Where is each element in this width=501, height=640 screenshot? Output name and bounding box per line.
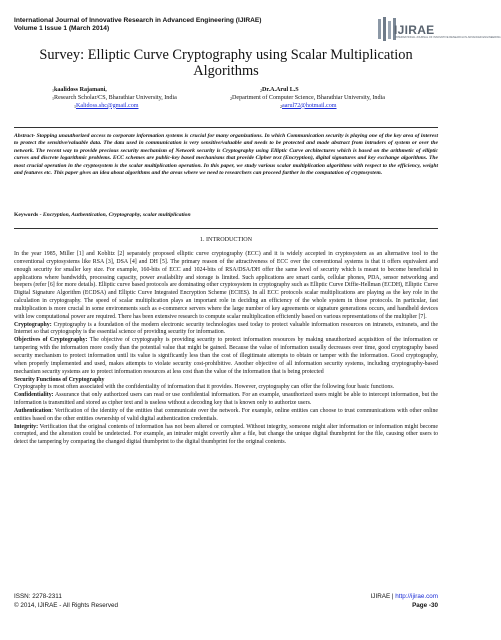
confidentiality-paragraph xyxy=(14,392,438,408)
author-2-name: Dr.A.Arul L.S xyxy=(262,87,299,93)
keywords xyxy=(14,212,438,219)
divider-top xyxy=(14,127,438,128)
authentication-text: : Verification of the identity of the entities that communicate over the network. For example, online entities can choose to trust communications with other online entities based on the other entities ownership of valid digital authentication credentials. xyxy=(14,407,438,422)
journal-header xyxy=(14,17,261,34)
author-1-aff-sup: 1 xyxy=(52,95,54,101)
integrity-paragraph xyxy=(14,424,438,448)
footer-url[interactable]: http://ijirae.com xyxy=(395,593,438,600)
logo-subtitle: INTERNATIONAL JOURNAL OF INNOVATIVE RESEARCH IN ADVANCED ENGINEERING xyxy=(395,36,501,39)
author-1-affiliation: Research Scholar/CS, Bharathiar University, India xyxy=(54,94,177,101)
keywords-label: Keywords - xyxy=(14,212,42,218)
author-2-email-sup: 2 xyxy=(280,103,282,109)
authentication-heading: Authentication xyxy=(14,407,52,414)
security-functions-heading: Security Functions of Cryptography xyxy=(14,376,105,383)
confidentiality-text: Assurance that only authorized users can read or use confidential information. For an example, unauthorized users might be able to intercept information, but the information is transmitted and stored as cipher text and is useless without a decoding key that is known only to authorize users. xyxy=(14,392,438,407)
cryptography-heading: Cryptography: xyxy=(14,321,52,328)
author-1-block xyxy=(52,87,177,110)
author-2-sup: 2 xyxy=(260,88,262,93)
footer-issn: ISSN: 2278-2311 xyxy=(14,593,62,600)
journal-volume: Volume 1 Issue 1 (March 2014) xyxy=(14,25,110,33)
cryptography-text: Cryptography is a foundation of the modern electronic security technologies used today to protect valuable information resources on intranets, extranets, and the Internet so that cryptography is the essential science of providing security for information. xyxy=(14,321,438,336)
divider-bottom xyxy=(14,228,438,229)
footer-journal: IJIRAE | xyxy=(370,593,394,600)
footer-page: Page -30 xyxy=(412,602,438,610)
authentication-paragraph xyxy=(14,408,438,424)
author-1-email[interactable]: Kalidoss.shc@gmail.com xyxy=(76,102,139,109)
journal-name: International Journal of Innovative Research in Advanced Engineering (IJIRAE) xyxy=(14,17,262,24)
author-2-aff-sup: 2 xyxy=(230,95,232,101)
footer-copyright: © 2014, IJIRAE - All Rights Reserved xyxy=(14,602,119,610)
author-2-affiliation: Department of Computer Science, Bharathiar University, India xyxy=(232,94,385,101)
author-2-block xyxy=(230,87,385,110)
journal-logo xyxy=(376,13,501,43)
cryptography-paragraph xyxy=(14,322,438,338)
footer-right xyxy=(371,592,438,611)
integrity-text: Verification that the original contents of information has not been altered or corrupted. Without integrity, someone might alter information or information might become corrupted, and the alteration could be undetected. For example, an intruder might covertly alter a file, but change the unique digital thumbprint for the file, causing other users to detect the tampering by comparing the changed digital thumbprint to the digital thumbprint for the original contents. xyxy=(14,423,438,446)
author-1-email-sup: 1 xyxy=(74,103,76,109)
author-2-email[interactable]: aarul72@hotmail.com xyxy=(282,102,337,109)
integrity-heading: Integrity: xyxy=(14,423,39,430)
confidentiality-heading: Confidentiality: xyxy=(14,392,54,399)
paper-title: Survey: Elliptic Curve Cryptography using Scalar Multiplication Algorithms xyxy=(39,47,413,79)
footer-left xyxy=(14,592,118,611)
objectives-text: The objective of cryptography is providing security to protect information resources by making unauthorized acquisition of the information or tampering with the information more costly than the potential value that might be gained. Because the value of information usually decreases over time, good cryptography based security mechanism to protect information until its value is significantly less than the cost of illegitimate attempts to obtain or tamper with the information. Good cryptography, when properly implemented and used, makes attempts to violate security cost-prohibitive. Another objective of all information security systems, including cryptography-based mechanism security systems are to protect information resources at less cost than the value of the information that is being protected xyxy=(14,337,438,375)
logo-text: IJIRAE xyxy=(394,23,435,37)
section-heading: 1. INTRODUCTION xyxy=(199,237,253,243)
objectives-paragraph xyxy=(14,337,438,376)
intro-paragraph: In the year 1985, Miller [1] and Koblitz [2] separately proposed elliptic curve cryptography (ECC) and it is widely accepted in cryptosystem as an alternative tool to the conventional cryptosystems like RSA [3], DSA [4] and DH [5]. The primary reason of the attractiveness of ECC over the conventional systems is that it offers equivalent and enough security for smaller key size. For example, 160-bits of ECC and 1024-bits of RSA/DSA/DH offer the same level of security which is meant to become beneficial in applications where bandwidth, processing capacity, power availability and storage is limited. Such applications are smart cards, cellular phones, PDA, sensor networking and beepers (refer [6] for more details). Elliptic curve based protocols are dominating other cryptosystem in cryptography such as Elliptic Curve Diffie-Hellman (ECDH), Elliptic Curve Digital Signature Algorithm (ECDSA) and Elliptic Curve Integrated Encryption Scheme (ECIES). In all ECC protocols scalar multiplications are playing as the key role in the calculation in cryptography. The speed of scalar multiplication plays an important role in deciding an efficiency of the whole system in those protocols. In particular, fast multiplication is more crucial in some environments such as e-commerce servers where the large number of key agreements or signature generations occurs, and handheld devices with low computational power are required. There has been extensive research to compute scalar multiplication efficiently based on various representations of the multiplier [7]. xyxy=(14,251,438,320)
body-text xyxy=(14,251,438,447)
author-1-name: kaalidoss Rajamani, xyxy=(54,87,107,93)
author-1-sup: 1 xyxy=(52,88,54,93)
objectives-heading: Objectives of Cryptography: xyxy=(14,337,88,344)
abstract: Abstract- Stopping unauthorized access to corporate information systems is crucial for many organizations. In which Communication security is playing one of the key area of interest to protect the sensitive/valuable data. The data used in communication is very sensitive/valuable and needs to be protected and made abstract from intruders of system or over the network. The recent way to provide precious security mechanism of Network security is Cryptography using Elliptic Curve architectures which is based on the arithmetic of elliptic curves and discrete logarithmic problems. ECC schemes are public-key based mechanisms that provide Cipher text (Encryption), digital signatures and key exchange algorithms. The most crucial operation in the cryptosystem is the scalar multiplication operation. In this paper, we study various scalar multiplication algorithms with respect to the efficiency, weight and features etc. This paper gives an idea about algorithms and the areas where we need to researchers can proceed further in the computation of cryptosystem. xyxy=(14,133,438,177)
security-functions-text: Cryptography is most often associated with the confidentiality of information that it provides. However, cryptography can offer the following four basic functions. xyxy=(14,384,395,391)
keywords-list: Encryption, Authentication, Cryptography, scalar multiplication xyxy=(42,212,191,218)
